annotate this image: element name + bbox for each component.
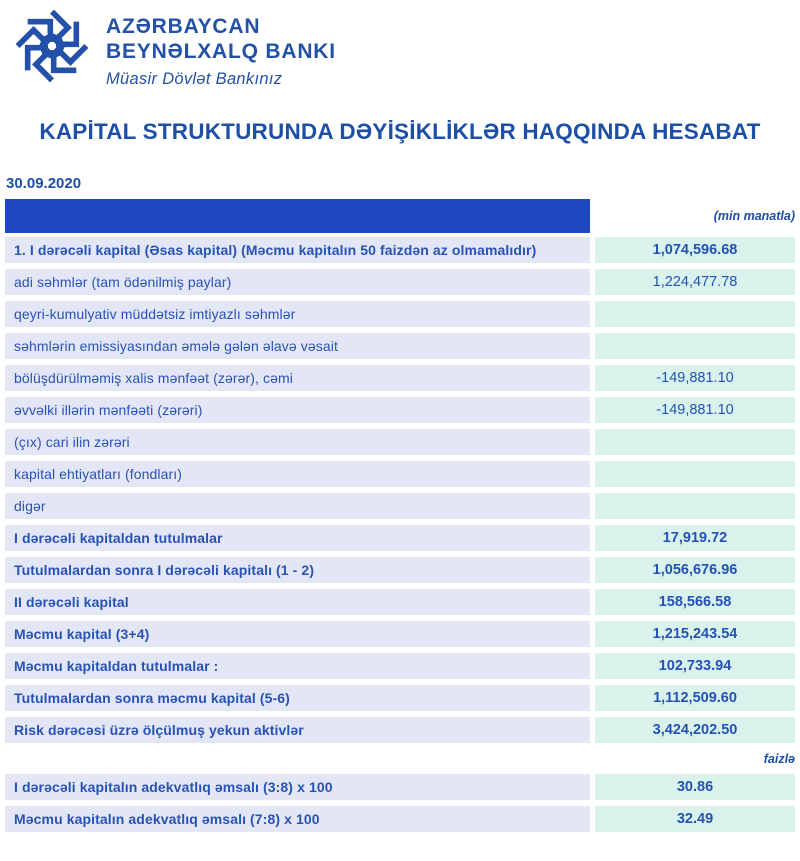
row-label: I dərəcəli kapitalın adekvatlıq əmsalı (3:8) x 100 xyxy=(5,774,590,800)
row-value xyxy=(595,301,795,327)
table-row xyxy=(5,685,795,711)
row-value: 1,224,477.78 xyxy=(595,269,795,295)
table-header-bar xyxy=(5,199,590,233)
row-label: Tutulmalardan sonra I dərəcəli kapitalı (1 - 2) xyxy=(5,557,590,583)
row-value: -149,881.10 xyxy=(595,397,795,423)
bank-name-block xyxy=(106,6,336,89)
row-value: -149,881.10 xyxy=(595,365,795,391)
table-row xyxy=(5,461,795,487)
table-row xyxy=(5,301,795,327)
row-value: 17,919.72 xyxy=(595,525,795,551)
row-label: Risk dərəcəsi üzrə ölçülmuş yekun aktivlər xyxy=(5,717,590,743)
row-value xyxy=(595,493,795,519)
row-value: 30.86 xyxy=(595,774,795,800)
row-value: 1,215,243.54 xyxy=(595,621,795,647)
row-value xyxy=(595,429,795,455)
capital-rows xyxy=(5,237,795,743)
table-row xyxy=(5,365,795,391)
table-row xyxy=(5,806,795,832)
table-row xyxy=(5,397,795,423)
row-label: digər xyxy=(5,493,590,519)
table-row xyxy=(5,774,795,800)
table-row xyxy=(5,525,795,551)
bank-header xyxy=(0,0,800,89)
bank-logo-icon xyxy=(12,6,92,86)
table-header-row xyxy=(5,199,795,233)
table-row xyxy=(5,621,795,647)
row-label: Tutulmalardan sonra məcmu kapital (5-6) xyxy=(5,685,590,711)
row-label: Məcmu kapitalın adekvatlıq əmsalı (7:8) x 100 xyxy=(5,806,590,832)
row-value: 32.49 xyxy=(595,806,795,832)
row-value: 1,074,596.68 xyxy=(595,237,795,263)
row-label: kapital ehtiyatları (fondları) xyxy=(5,461,590,487)
row-value: 1,056,676.96 xyxy=(595,557,795,583)
row-label: Məcmu kapitaldan tutulmalar : xyxy=(5,653,590,679)
report-date: 30.09.2020 xyxy=(6,175,82,192)
table-row xyxy=(5,557,795,583)
table-row xyxy=(5,269,795,295)
table-row xyxy=(5,429,795,455)
page-title: KAPİTAL STRUKTURUNDA DƏYİŞİKLİKLƏR HAQQINDA HESABAT xyxy=(39,119,761,144)
row-label: bölüşdürülməmiş xalis mənfəət (zərər), cəmi xyxy=(5,365,590,391)
bank-name-line2: BEYNƏLXALQ BANKI xyxy=(106,40,336,63)
row-value: 102,733.94 xyxy=(595,653,795,679)
table-row xyxy=(5,717,795,743)
capital-table xyxy=(5,199,795,743)
adequacy-ratio-rows xyxy=(5,774,795,832)
row-label: II dərəcəli kapital xyxy=(5,589,590,615)
table-row xyxy=(5,653,795,679)
row-value: 158,566.58 xyxy=(595,589,795,615)
row-value: 3,424,202.50 xyxy=(595,717,795,743)
row-value: 1,112,509.60 xyxy=(595,685,795,711)
row-label: (çıx) cari ilin zərəri xyxy=(5,429,590,455)
bank-tagline: Müasir Dövlət Bankınız xyxy=(106,70,283,88)
row-label: Məcmu kapital (3+4) xyxy=(5,621,590,647)
row-label: 1. I dərəcəli kapital (Əsas kapital) (Məcmu kapitalın 50 faizdən az olmamalıdır) xyxy=(5,237,590,263)
row-label: səhmlərin emissiyasından əmələ gələn əlavə vəsait xyxy=(5,333,590,359)
table-row xyxy=(5,589,795,615)
unit-note: (min manatla) xyxy=(713,209,795,223)
row-label: qeyri-kumulyativ müddətsiz imtiyazlı səhmlər xyxy=(5,301,590,327)
row-value xyxy=(595,461,795,487)
row-label: əvvəlki illərin mənfəəti (zərəri) xyxy=(5,397,590,423)
table-row xyxy=(5,333,795,359)
percent-note: faizlə xyxy=(763,752,795,766)
row-value xyxy=(595,333,795,359)
bank-name-line1: AZƏRBAYCAN xyxy=(106,15,261,38)
table-row xyxy=(5,237,795,263)
table-row xyxy=(5,493,795,519)
row-label: adi səhmlər (tam ödənilmiş paylar) xyxy=(5,269,590,295)
row-label: I dərəcəli kapitaldan tutulmalar xyxy=(5,525,590,551)
